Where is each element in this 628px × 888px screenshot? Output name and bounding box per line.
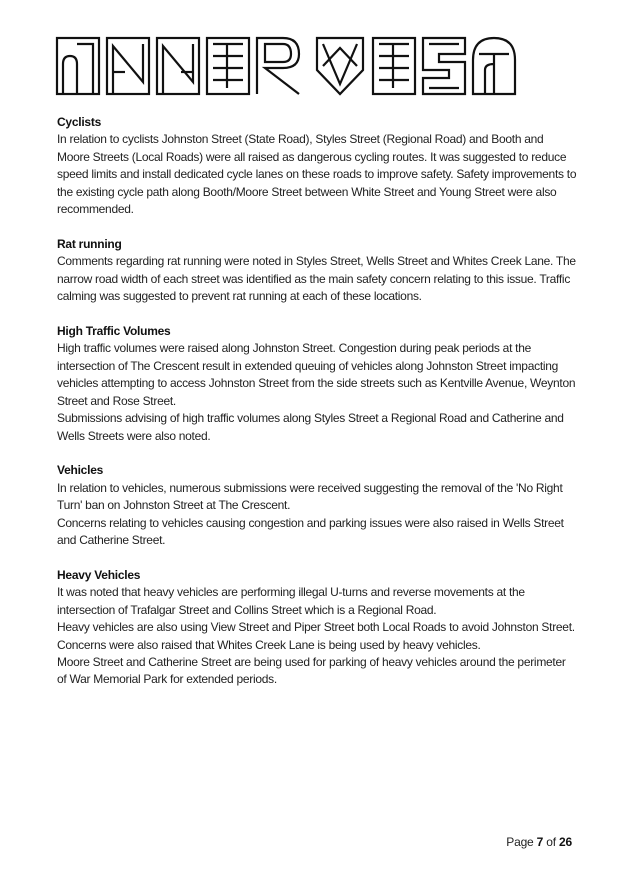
page-number (506, 835, 572, 849)
page-separator: of (543, 835, 560, 849)
section-paragraph: In relation to vehicles, numerous submissions were received suggesting the removal of the 'No Right Turn' ban on Johnston Street at The Crescent. (57, 480, 563, 513)
document-body (57, 114, 577, 706)
section-heavy-vehicles (57, 567, 577, 689)
section-cyclists (57, 114, 577, 218)
section-paragraph: In relation to cyclists Johnston Street (State Road), Styles Street (Regional Road) and Booth and Moore Streets (Local Roads) were all raised as dangerous cycling routes. It was suggested to reduce speed limits and install dedicated cycle lanes on these roads to improve safety. Safety improvements to the existing cycle path along Booth/Moore Street between White Street and Young Street were also recommended. (57, 132, 577, 217)
section-rat-running (57, 236, 577, 306)
section-heading: Rat running (57, 236, 122, 251)
section-heading: Heavy Vehicles (57, 567, 141, 582)
section-paragraph: Submissions advising of high traffic volumes along Styles Street a Regional Road and Catherine and Wells Streets were also noted. (57, 411, 564, 443)
section-paragraph: It was noted that heavy vehicles are performing illegal U-turns and reverse movements at the intersection of Trafalgar Street and Collins Street which is a Regional Road. (57, 585, 525, 617)
current-page: 7 (536, 835, 544, 849)
section-paragraph: Moore Street and Catherine Street are being used for parking of heavy vehicles around the perimeter of War Memorial Park for extended periods. (57, 654, 566, 687)
section-paragraph: High traffic volumes were raised along Johnston Street. Congestion during peak periods at the intersection of The Crescent result in extended queuing of vehicles along Johnston Street impacting vehicles attempting to access Johnston Street from the side streets such as Kentville Avenue, Weynton Street and Rose Street. (57, 341, 576, 408)
section-heading: Cyclists (57, 115, 102, 129)
section-paragraph: Comments regarding rat running were noted in Styles Street, Wells Street and Whites Creek Lane. The narrow road width of each street was identified as the main safety concern relating to this issue. Traffic calming was suggested to prevent rat running at each of these locations. (57, 254, 576, 304)
section-high-traffic-volumes (57, 323, 577, 445)
section-paragraph: Heavy vehicles are also using View Street and Piper Street both Local Roads to avoid Johnston Street. Concerns were also raised that Whites Creek Lane is being used by heavy vehicles. (57, 620, 575, 652)
total-pages: 26 (559, 835, 572, 849)
inner-west-logo (55, 32, 535, 98)
section-vehicles (57, 462, 577, 549)
section-paragraph: Concerns relating to vehicles causing congestion and parking issues were also raised in Wells Street and Catherine Street. (57, 515, 564, 548)
section-heading: Vehicles (57, 463, 104, 478)
page-prefix: Page (506, 835, 537, 849)
section-heading: High Traffic Volumes (57, 324, 171, 339)
